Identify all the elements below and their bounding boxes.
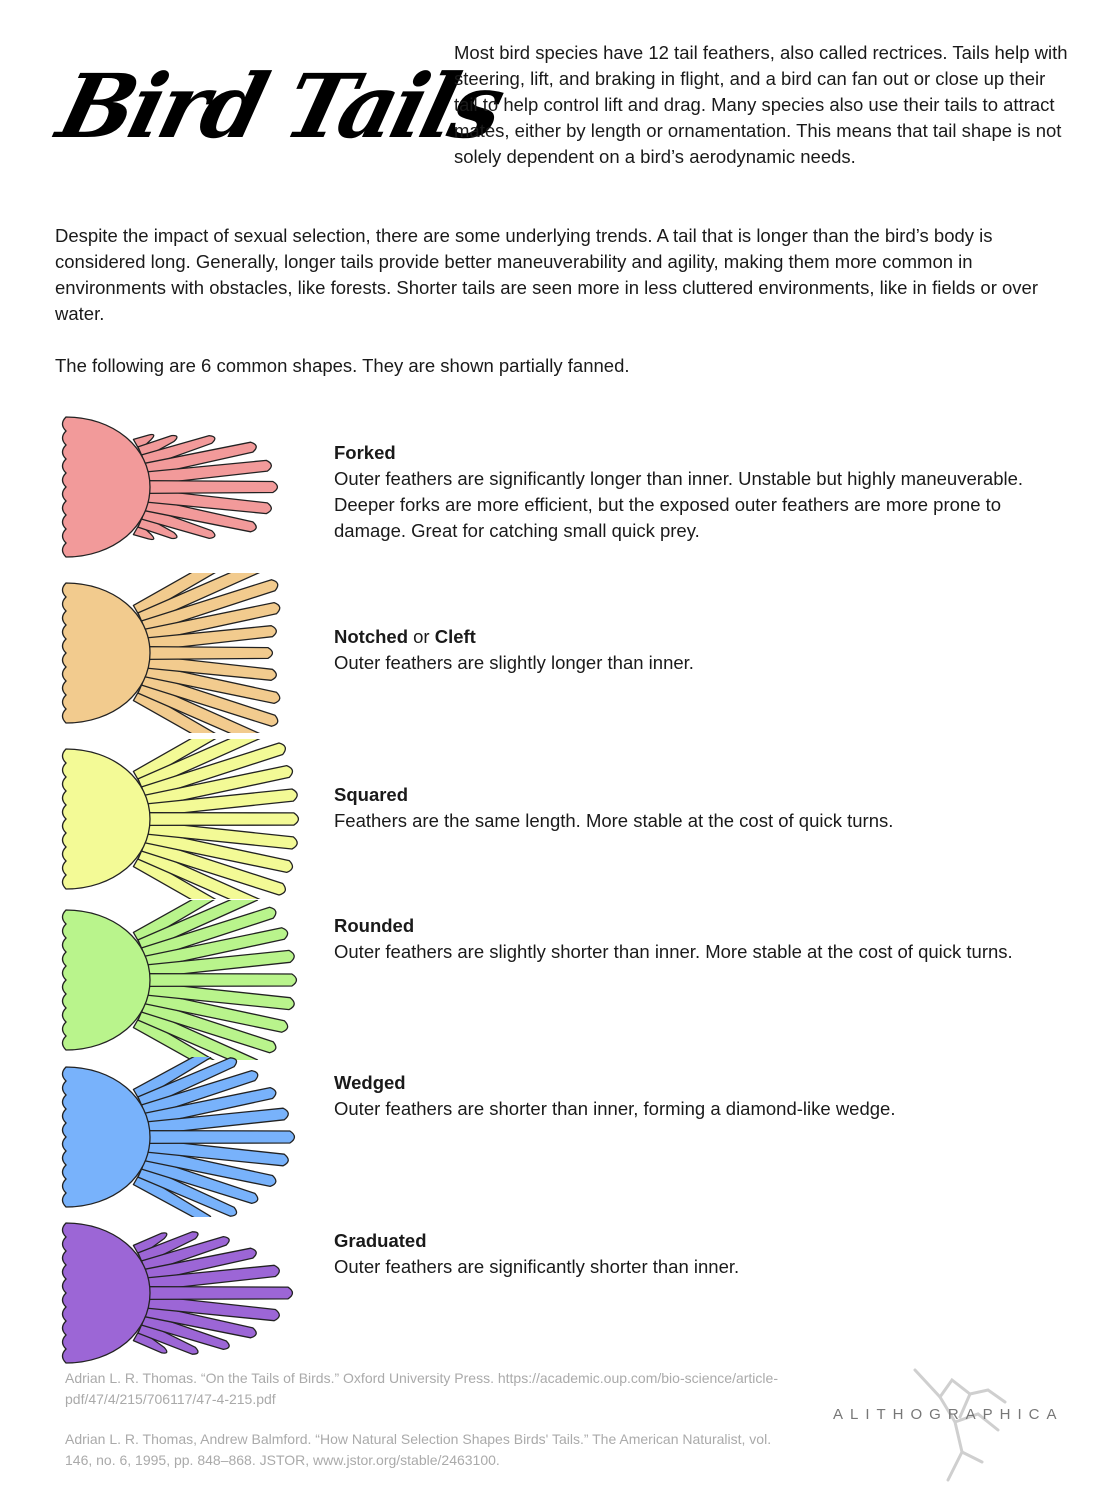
notched-tail-illustration [58, 573, 308, 733]
rounded-tail-illustration [58, 900, 308, 1060]
shapes-intro: The following are 6 common shapes. They are shown partially fanned. [55, 355, 630, 376]
brand-logo [830, 1380, 1100, 1500]
tail-description-wedged [334, 1070, 1034, 1122]
tail-description-text: Outer feathers are shorter than inner, forming a diamond-like wedge. [334, 1098, 896, 1119]
tail-name: Graduated [334, 1230, 427, 1251]
tail-feather [148, 1287, 293, 1300]
tail-description-notched [334, 624, 1034, 676]
tail-description-text: Outer feathers are slightly longer than inner. [334, 652, 694, 673]
tail-description-graduated [334, 1228, 1034, 1280]
trends-paragraph: Despite the impact of sexual selection, there are some underlying trends. A tail that is longer than the bird’s body is considered long. Generally, longer tails provide better maneuverability and agility, making them more common in environments with obstacles, like forests. Shorter tails are seen more in less cluttered environments, like in fields or over water. [55, 225, 1038, 324]
reference-1: Adrian L. R. Thomas. “On the Tails of Birds.” Oxford University Press. https://academic.oup.com/bio-science/article-pdf/47/4/215/706117/47-4-215.pdf [65, 1370, 778, 1407]
intro-paragraph: Most bird species have 12 tail feathers, also called rectrices. Tails help with steering, lift, and braking in flight, and a bird can fan out or close up their tail to help control lift and drag. Many species also use their tails to attract mates, either by length or ornamentation. This means that tail shape is not solely dependent on a bird’s aerodynamic needs. [454, 42, 1068, 167]
tail-name: Forked [334, 442, 396, 463]
tail-alt-name: Cleft [434, 626, 476, 647]
tail-description-text: Feathers are the same length. More stable at the cost of quick turns. [334, 810, 894, 831]
tail-feather [148, 647, 273, 660]
graduated-tail-illustration [58, 1213, 308, 1373]
squared-tail-illustration [58, 739, 308, 899]
tail-feather [148, 481, 278, 494]
tail-description-squared [334, 782, 1034, 834]
page-title: Bird Tails [48, 54, 512, 158]
tail-description-forked [334, 440, 1034, 544]
tail-name: Rounded [334, 915, 415, 936]
tail-name-joiner: or [408, 626, 435, 647]
tail-name: Squared [334, 784, 409, 805]
tail-feather [148, 1131, 295, 1144]
tail-description-text: Outer feathers are significantly longer than inner. Unstable but highly maneuverable. Deeper forks are more efficient, but the exposed outer feathers are more prone to damage. Great for catching small quick prey. [334, 468, 1024, 541]
tail-description-rounded [334, 913, 1034, 965]
brand-name: ALITHOGRAPHICA [833, 1406, 1064, 1423]
tail-feather [148, 974, 297, 987]
reference-2: Adrian L. R. Thomas, Andrew Balmford. “How Natural Selection Shapes Birds' Tails.” The American Naturalist, vol. 146, no. 6, 1995, pp. 848–868. JSTOR, www.jstor.org/stable/2463100. [65, 1431, 772, 1468]
wedged-tail-illustration [58, 1057, 308, 1217]
forked-tail-illustration [58, 407, 308, 567]
tail-description-text: Outer feathers are slightly shorter than inner. More stable at the cost of quick turns. [334, 941, 1013, 962]
tail-feather [148, 813, 299, 826]
tail-description-text: Outer feathers are significantly shorter than inner. [334, 1256, 740, 1277]
tail-name: Notched [334, 626, 408, 647]
tail-name: Wedged [334, 1072, 406, 1093]
